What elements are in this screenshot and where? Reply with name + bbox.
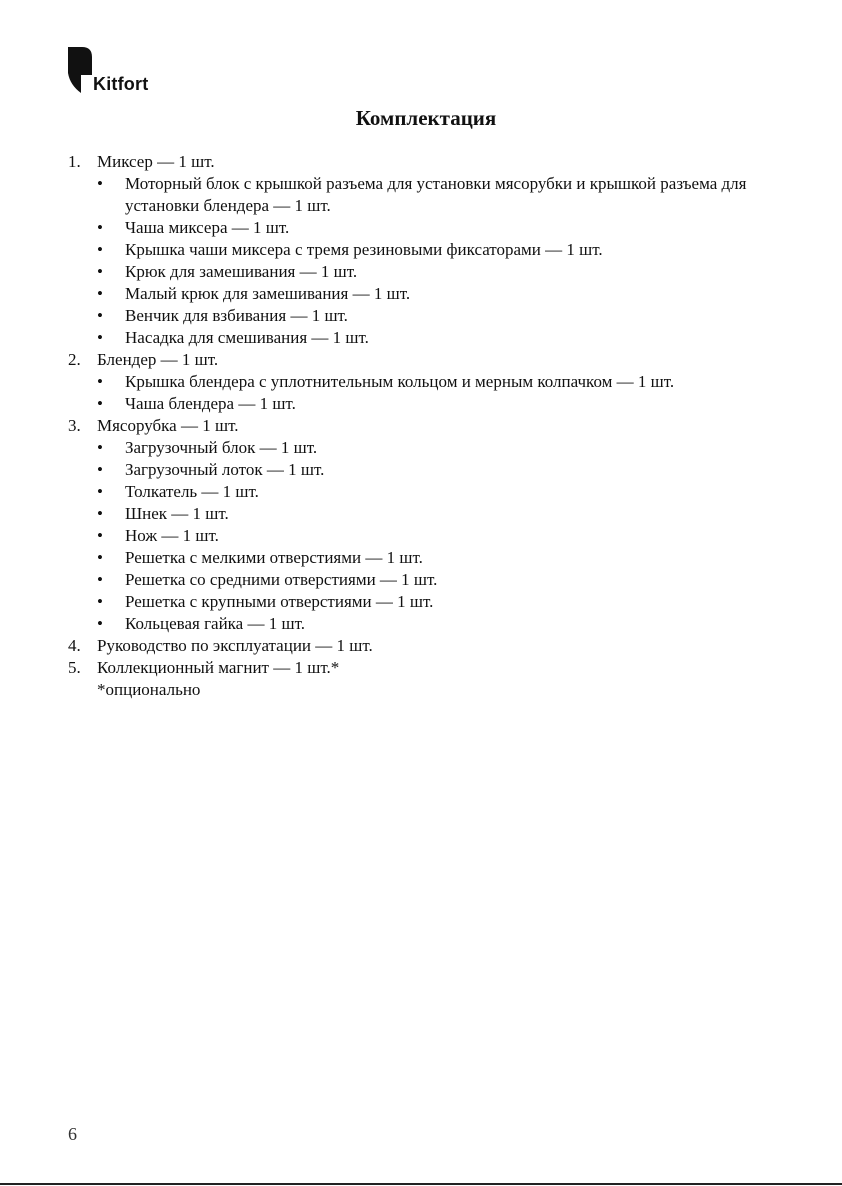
- list-item-text: Шнек — 1 шт.: [125, 504, 229, 523]
- list-item-text: Решетка со средними отверстиями — 1 шт.: [125, 570, 438, 589]
- section-title: Коллекционный магнит — 1 шт.*: [97, 658, 340, 677]
- bullet-icon: •: [97, 328, 103, 347]
- list-item: [68, 459, 788, 481]
- bullet-icon: •: [97, 570, 103, 589]
- list-item-text: Крюк для замешивания — 1 шт.: [125, 262, 358, 281]
- list-item-text: Насадка для смешивания — 1 шт.: [125, 328, 369, 347]
- list-item: [68, 525, 788, 547]
- bullet-icon: •: [97, 614, 103, 633]
- list-item-text: Моторный блок с крышкой разъема для установки мясорубки и крышкой разъема для установки блендера — 1 шт.: [125, 174, 747, 215]
- page-title: Комплектация: [355, 106, 497, 130]
- section-item: [68, 657, 788, 679]
- section-number: 1.: [68, 152, 81, 171]
- bullet-icon: •: [97, 482, 103, 501]
- list-item: [68, 613, 788, 635]
- bullet-icon: •: [97, 306, 103, 325]
- section-item: [68, 635, 788, 657]
- section-title: Блендер — 1 шт.: [97, 350, 219, 369]
- bullet-icon: •: [97, 372, 103, 391]
- list-item: [68, 305, 788, 327]
- list-item: [68, 173, 788, 217]
- bullet-icon: •: [97, 438, 103, 457]
- section-item: [68, 415, 788, 437]
- section-number: 4.: [68, 636, 81, 655]
- section-item: [68, 349, 788, 371]
- bullet-icon: •: [97, 218, 103, 237]
- bullet-icon: •: [97, 240, 103, 259]
- section-number: 3.: [68, 416, 81, 435]
- section-item: [68, 151, 788, 173]
- page-number: 6: [68, 1124, 77, 1144]
- list-item-text: Загрузочный блок — 1 шт.: [125, 438, 318, 457]
- list-item: [68, 547, 788, 569]
- bullet-icon: •: [97, 284, 103, 303]
- list-item-text: Решетка с крупными отверстиями — 1 шт.: [125, 592, 434, 611]
- brand-name: Kitfort: [93, 74, 149, 94]
- bullet-icon: •: [97, 460, 103, 479]
- list-item-text: Загрузочный лоток — 1 шт.: [125, 460, 325, 479]
- bullet-icon: •: [97, 592, 103, 611]
- bottom-divider: [0, 1183, 842, 1185]
- list-item: [68, 503, 788, 525]
- section-title: Руководство по эксплуатации — 1 шт.: [97, 636, 373, 655]
- list-item-text: Толкатель — 1 шт.: [125, 482, 259, 501]
- bullet-icon: •: [97, 504, 103, 523]
- list-item: [68, 239, 788, 261]
- list-item-text: Решетка с мелкими отверстиями — 1 шт.: [125, 548, 423, 567]
- list-item: [68, 393, 788, 415]
- list-item: [68, 261, 788, 283]
- section-title: Миксер — 1 шт.: [97, 152, 215, 171]
- bullet-icon: •: [97, 548, 103, 567]
- section-number: 2.: [68, 350, 81, 369]
- list-item: [68, 569, 788, 591]
- list-item: [68, 437, 788, 459]
- list-item-text: Крышка блендера с уплотнительным кольцом и мерным колпачком — 1 шт.: [125, 372, 675, 391]
- list-item: [68, 481, 788, 503]
- footnote: *опционально: [97, 680, 201, 699]
- list-item-text: Крышка чаши миксера с тремя резиновыми фиксаторами — 1 шт.: [125, 240, 603, 259]
- list-item-text: Чаша миксера — 1 шт.: [125, 218, 290, 237]
- brand-logo: [68, 47, 168, 97]
- list-item-text: Нож — 1 шт.: [125, 526, 219, 545]
- list-item: [68, 327, 788, 349]
- list-item-text: Малый крюк для замешивания — 1 шт.: [125, 284, 411, 303]
- kitfort-logo-icon: [68, 47, 92, 95]
- list-item-text: Венчик для взбивания — 1 шт.: [125, 306, 348, 325]
- list-item-text: Кольцевая гайка — 1 шт.: [125, 614, 305, 633]
- bullet-icon: •: [97, 394, 103, 413]
- list-item: [68, 217, 788, 239]
- section-number: 5.: [68, 658, 81, 677]
- list-item: [68, 591, 788, 613]
- contents-list: [68, 151, 788, 701]
- list-item-text: Чаша блендера — 1 шт.: [125, 394, 296, 413]
- list-item: [68, 371, 788, 393]
- bullet-icon: •: [97, 526, 103, 545]
- list-item: [68, 283, 788, 305]
- bullet-icon: •: [97, 262, 103, 281]
- bullet-icon: •: [97, 174, 103, 193]
- section-title: Мясорубка — 1 шт.: [97, 416, 239, 435]
